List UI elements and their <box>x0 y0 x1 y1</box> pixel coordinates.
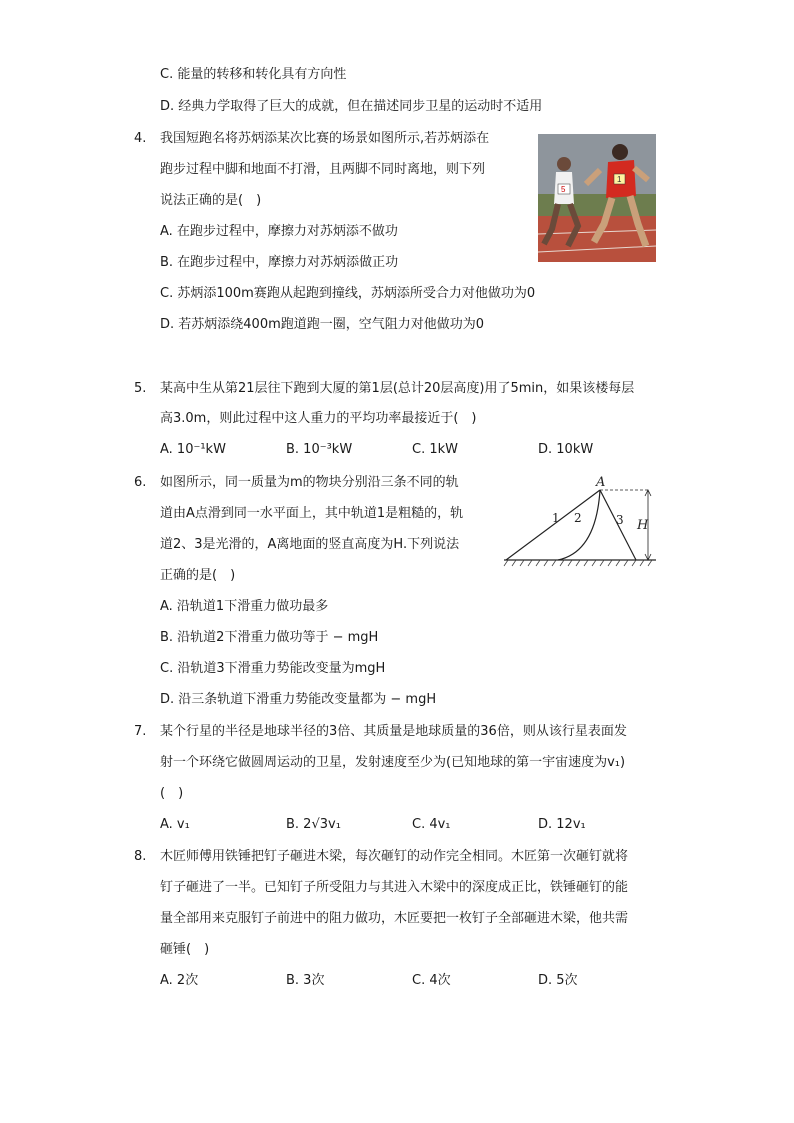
sprinters-photo <box>538 134 656 262</box>
q4-option-b: B. 在跑步过程中，摩擦力对苏炳添做正功 <box>160 255 399 270</box>
q3-option-c: C. 能量的转移和转化具有方向性 <box>160 67 347 82</box>
q5-option-b: B. 10⁻³kW <box>286 442 353 457</box>
q8-stem-line4: 砸锤( ) <box>160 942 210 957</box>
q8-option-b: B. 3次 <box>286 973 325 988</box>
track-2-label: 2 <box>574 511 582 525</box>
q7-option-c: C. 4v₁ <box>412 817 451 832</box>
q3-option-d: D. 经典力学取得了巨大的成就，但在描述同步卫星的运动时不适用 <box>160 99 543 114</box>
q6-option-c: C. 沿轨道3下滑重力势能改变量为mgH <box>160 661 386 676</box>
q4-number: 4. <box>134 131 147 146</box>
q6-option-d: D. 沿三条轨道下滑重力势能改变量都为 − mgH <box>160 692 437 707</box>
q4-stem-line2: 跑步过程中脚和地面不打滑，且两脚不同时离地，则下列 <box>160 162 486 177</box>
q5-option-d: D. 10kW <box>538 442 594 457</box>
q7-stem-line1: 某个行星的半径是地球半径的3倍、其质量是地球质量的36倍，则从该行星表面发 <box>160 724 627 739</box>
q4-option-a: A. 在跑步过程中，摩擦力对苏炳添不做功 <box>160 224 398 239</box>
q7-stem-line2: 射一个环绕它做圆周运动的卫星，发射速度至少为(已知地球的第一宇宙速度为v₁) <box>160 755 626 770</box>
q7-option-d: D. 12v₁ <box>538 817 586 832</box>
q7-option-b: B. 2√3v₁ <box>286 817 341 832</box>
q5-stem-line2: 高3.0m，则此过程中这人重力的平均功率最接近于( ) <box>160 411 477 426</box>
track-3-label: 3 <box>616 513 624 527</box>
q8-stem-line2: 钉子砸进了一半。已知钉子所受阻力与其进入木梁中的深度成正比，铁锤砸钉的能 <box>160 880 629 895</box>
q4-option-d: D. 若苏炳添绕400m跑道跑一圈，空气阻力对他做功为0 <box>160 317 485 332</box>
q6-stem-line4: 正确的是( ) <box>160 568 236 583</box>
q7-number: 7. <box>134 724 147 739</box>
q6-number: 6. <box>134 475 147 490</box>
q8-option-a: A. 2次 <box>160 973 199 988</box>
q6-stem-line2: 道由A点滑到同一水平面上，其中轨道1是粗糙的，轨 <box>160 506 464 521</box>
runner-bib-5: 5 <box>561 185 566 194</box>
q4-option-c: C. 苏炳添100m赛跑从起跑到撞线，苏炳添所受合力对他做功为0 <box>160 286 536 301</box>
q6-stem-line1: 如图所示，同一质量为m的物块分别沿三条不同的轨 <box>160 475 459 490</box>
q8-stem-line3: 量全部用来克服钉子前进中的阻力做功，木匠要把一枚钉子全部砸进木梁，他共需 <box>160 911 629 926</box>
q5-option-c: C. 1kW <box>412 442 458 457</box>
runner-bib-1: 1 <box>617 175 622 184</box>
q5-option-a: A. 10⁻¹kW <box>160 442 226 457</box>
track-diagram <box>500 472 660 568</box>
q4-stem-line3: 说法正确的是( ) <box>160 193 262 208</box>
height-h-label: H <box>637 518 649 533</box>
q8-option-d: D. 5次 <box>538 973 578 988</box>
q6-option-b: B. 沿轨道2下滑重力做功等于 − mgH <box>160 630 379 645</box>
q8-option-c: C. 4次 <box>412 973 451 988</box>
q5-stem-line1: 某高中生从第21层往下跑到大厦的第1层(总计20层高度)用了5min，如果该楼每层 <box>160 381 635 396</box>
q7-option-a: A. v₁ <box>160 817 190 832</box>
q6-stem-line3: 道2、3是光滑的，A离地面的竖直高度为H.下列说法 <box>160 537 460 552</box>
q6-option-a: A. 沿轨道1下滑重力做功最多 <box>160 599 329 614</box>
point-a-label: A <box>596 475 606 490</box>
track-1-label: 1 <box>552 511 560 525</box>
q8-stem-line1: 木匠师傅用铁锤把钉子砸进木梁，每次砸钉的动作完全相同。木匠第一次砸钉就将 <box>160 849 629 864</box>
q8-number: 8. <box>134 849 147 864</box>
q4-stem-line1: 我国短跑名将苏炳添某次比赛的场景如图所示,若苏炳添在 <box>160 131 490 146</box>
q7-stem-line3: ( ) <box>160 786 184 801</box>
sprinters-illustration <box>538 134 656 262</box>
q5-number: 5. <box>134 381 147 396</box>
